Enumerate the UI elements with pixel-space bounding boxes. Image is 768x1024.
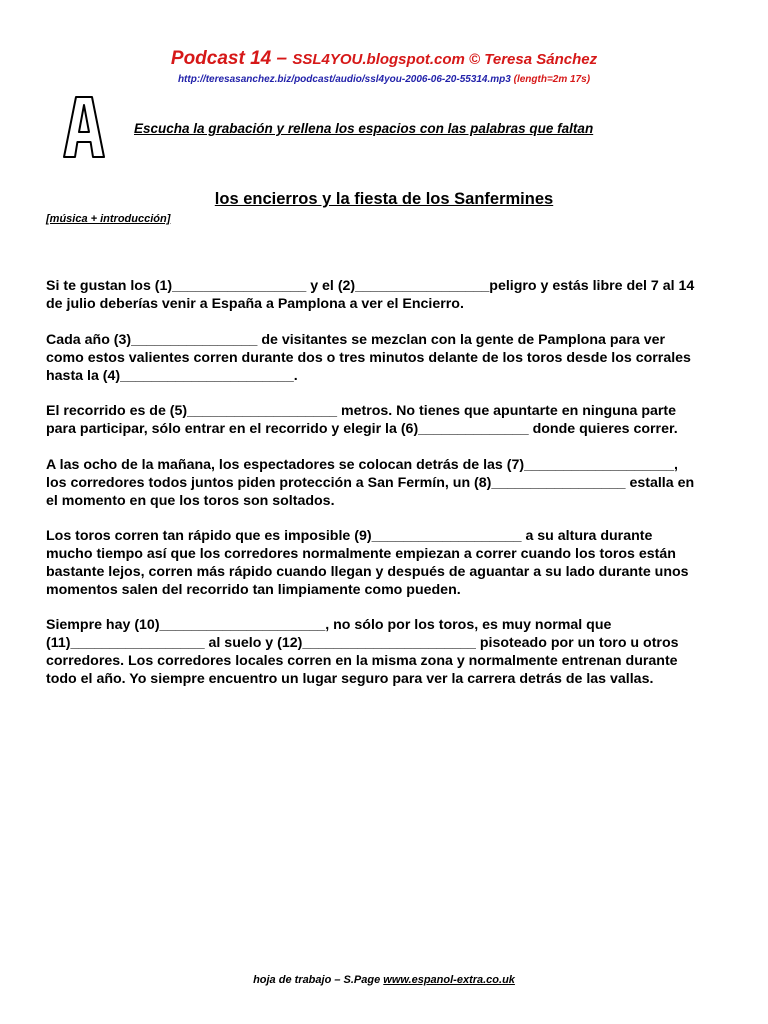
page-footer [0, 974, 768, 986]
audio-length: (length=2m 17s) [510, 74, 591, 85]
paragraph-2 [46, 331, 746, 385]
podcast-title-main: Podcast 14 – [170, 48, 293, 69]
footer-link[interactable]: www.espanol-extra.co.uk [383, 974, 515, 986]
paragraph-line: mucho tiempo así que los corredores normalmente empiezan a correr cuando los toros están [46, 546, 676, 562]
paragraph-line: los corredores todos juntos piden protección a San Fermín, un (8)_________________ estalla en [46, 475, 695, 491]
page-header [0, 48, 768, 86]
paragraph-line: de julio deberías venir a España a Pamplona a ver el Encierro. [46, 296, 464, 312]
paragraph-3 [46, 402, 746, 438]
paragraph-line: el momento en que los toros son soltados. [46, 493, 335, 509]
audio-url-link[interactable]: http://teresasanchez.biz/podcast/audio/ssl4you-2006-06-20-55314.mp3 [177, 74, 511, 85]
paragraph-4 [46, 456, 746, 510]
paragraph-line: hasta la (4)______________________. [46, 368, 298, 384]
footer-text: hoja de trabajo – S.Page [253, 974, 384, 986]
document-title: los encierros y la fiesta de los Sanfermines [214, 190, 554, 208]
podcast-title-sub[interactable]: SSL4YOU.blogspot.com © Teresa Sánchez [292, 51, 598, 68]
paragraph-line: para participar, sólo entrar en el recorrido y elegir la (6)______________ donde quieres correr. [46, 421, 678, 437]
paragraph-line: Siempre hay (10)_____________________, no sólo por los toros, es muy normal que [46, 617, 612, 633]
paragraph-line: Cada año (3)________________ de visitantes se mezclan con la gente de Pamplona para ver [46, 332, 666, 348]
paragraph-5 [46, 527, 746, 599]
audio-note: [música + introducción] [46, 213, 171, 225]
podcast-title [0, 48, 768, 71]
paragraph-line: A las ocho de la mañana, los espectadores se colocan detrás de las (7)___________________, [46, 457, 678, 473]
letter-a-outline-icon [62, 95, 106, 159]
audio-url-line [0, 73, 768, 86]
paragraph-line: Si te gustan los (1)_________________ y el (2)_________________peligro y estás libre del 7 al 14 [46, 278, 695, 294]
paragraph-6 [46, 616, 746, 688]
paragraph-line: El recorrido es de (5)___________________ metros. No tienes que apuntarte en ninguna parte [46, 403, 677, 419]
paragraph-line: Los toros corren tan rápido que es imposible (9)___________________ a su altura durante [46, 528, 653, 544]
paragraph-line: como estos valientes corren durante dos o tres minutos delante de los toros desde los corrales [46, 350, 691, 366]
paragraph-line: corredores. Los corredores locales corren en la misma zona y normalmente entrenan durante [46, 653, 678, 669]
paragraph-line: momentos salen del recorrido tan limpiamente como pueden. [46, 582, 461, 598]
paragraph-1 [46, 277, 746, 313]
exercise-instruction: Escucha la grabación y rellena los espacios con las palabras que faltan [134, 121, 594, 136]
section-letter: A [62, 95, 63, 96]
paragraph-line: bastante lejos, corren más rápido cuando llegan y después de aguantar a su lado durante unos [46, 564, 689, 580]
paragraph-line: (11)_________________ al suelo y (12)______________________ pisoteado por un toro u otros [46, 635, 679, 651]
paragraph-line: todo el año. Yo siempre encuentro un lugar seguro para ver la carrera detrás de las vallas. [46, 671, 654, 687]
